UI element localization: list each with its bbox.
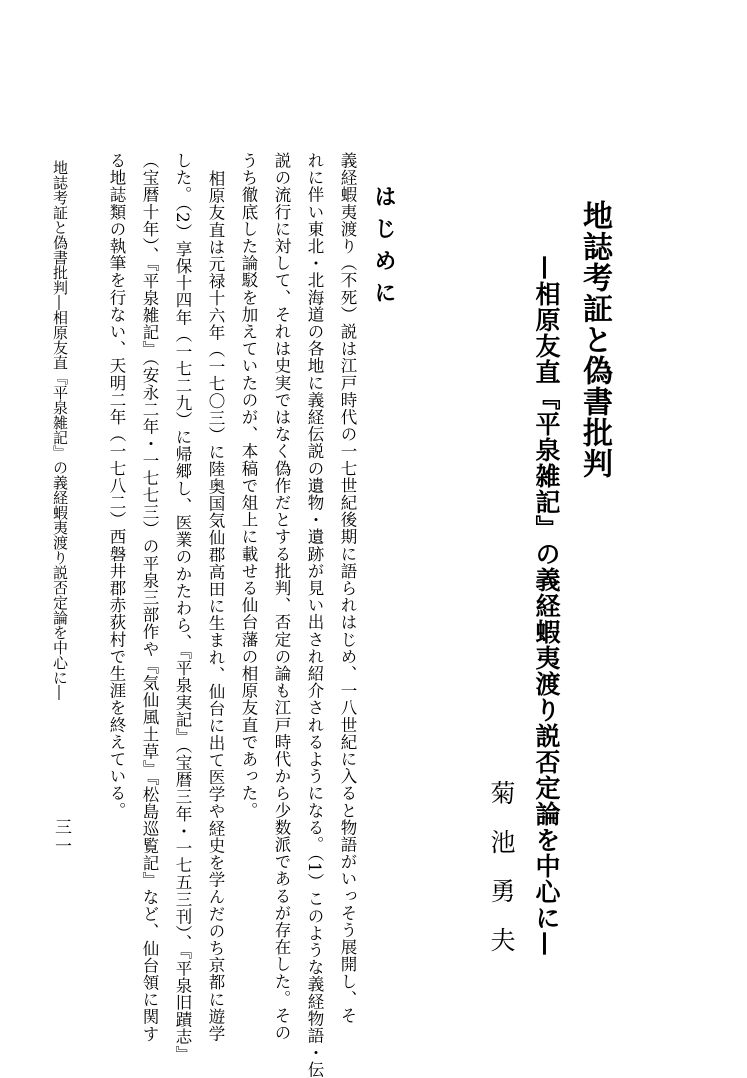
body-line: れに伴い東北・北海道の各地に義経伝説の遺物・遺跡が見い出され紹介されるようになる。（1）このような義経物語・伝: [305, 152, 324, 1078]
body-line: 説の流行に対して、それは史実ではなく偽作だとする批判、否定の論も江戸時代から少数派であるが存在した。その: [272, 152, 291, 1042]
running-footer: 地誌考証と偽書批判―相原友直『平泉雑記』の義経蝦夷渡り説否定論を中心に―: [51, 160, 69, 700]
author-name: 菊池勇夫: [487, 780, 516, 976]
body-line: 義経蝦夷渡り（不死）説は江戸時代の一七世紀後期に語られはじめ、一八世紀に入ると物語がいっそう展開し、そ: [338, 152, 357, 1025]
article-title: 地誌考証と偽書批判: [577, 200, 612, 479]
section-heading: はじめに: [371, 185, 397, 313]
body-line: した。（2）享保十四年（一七二九）に帰郷し、医業のかたわら、『平泉実記』（宝暦三年・一七五三刊）、『平泉旧蹟志』: [173, 152, 192, 1063]
body-line: うち徹底した論駁を加えていたのが、本稿で俎上に載せる仙台藩の相原友直であった。: [239, 152, 258, 819]
article-subtitle: —相原友直『平泉雑記』の義経蝦夷渡り説否定論を中心に—: [532, 255, 561, 957]
body-line: る地誌類の執筆を行ない、天明二年（一七八二）西磐井郡赤荻村で生涯を終えている。: [107, 152, 126, 819]
page-number: 三一: [51, 818, 71, 856]
body-line: 相原友直は元禄十六年（一七〇三）に陸奥国気仙郡高田に生まれ、仙台に出て医学や経史を学んだのち京都に遊学: [206, 170, 225, 1043]
body-line: （宝暦十年）、『平泉雑記』（安永二年・一七七三）の平泉三部作や『気仙風土草』『松島巡覧記』など、仙台領に関す: [140, 152, 159, 1043]
